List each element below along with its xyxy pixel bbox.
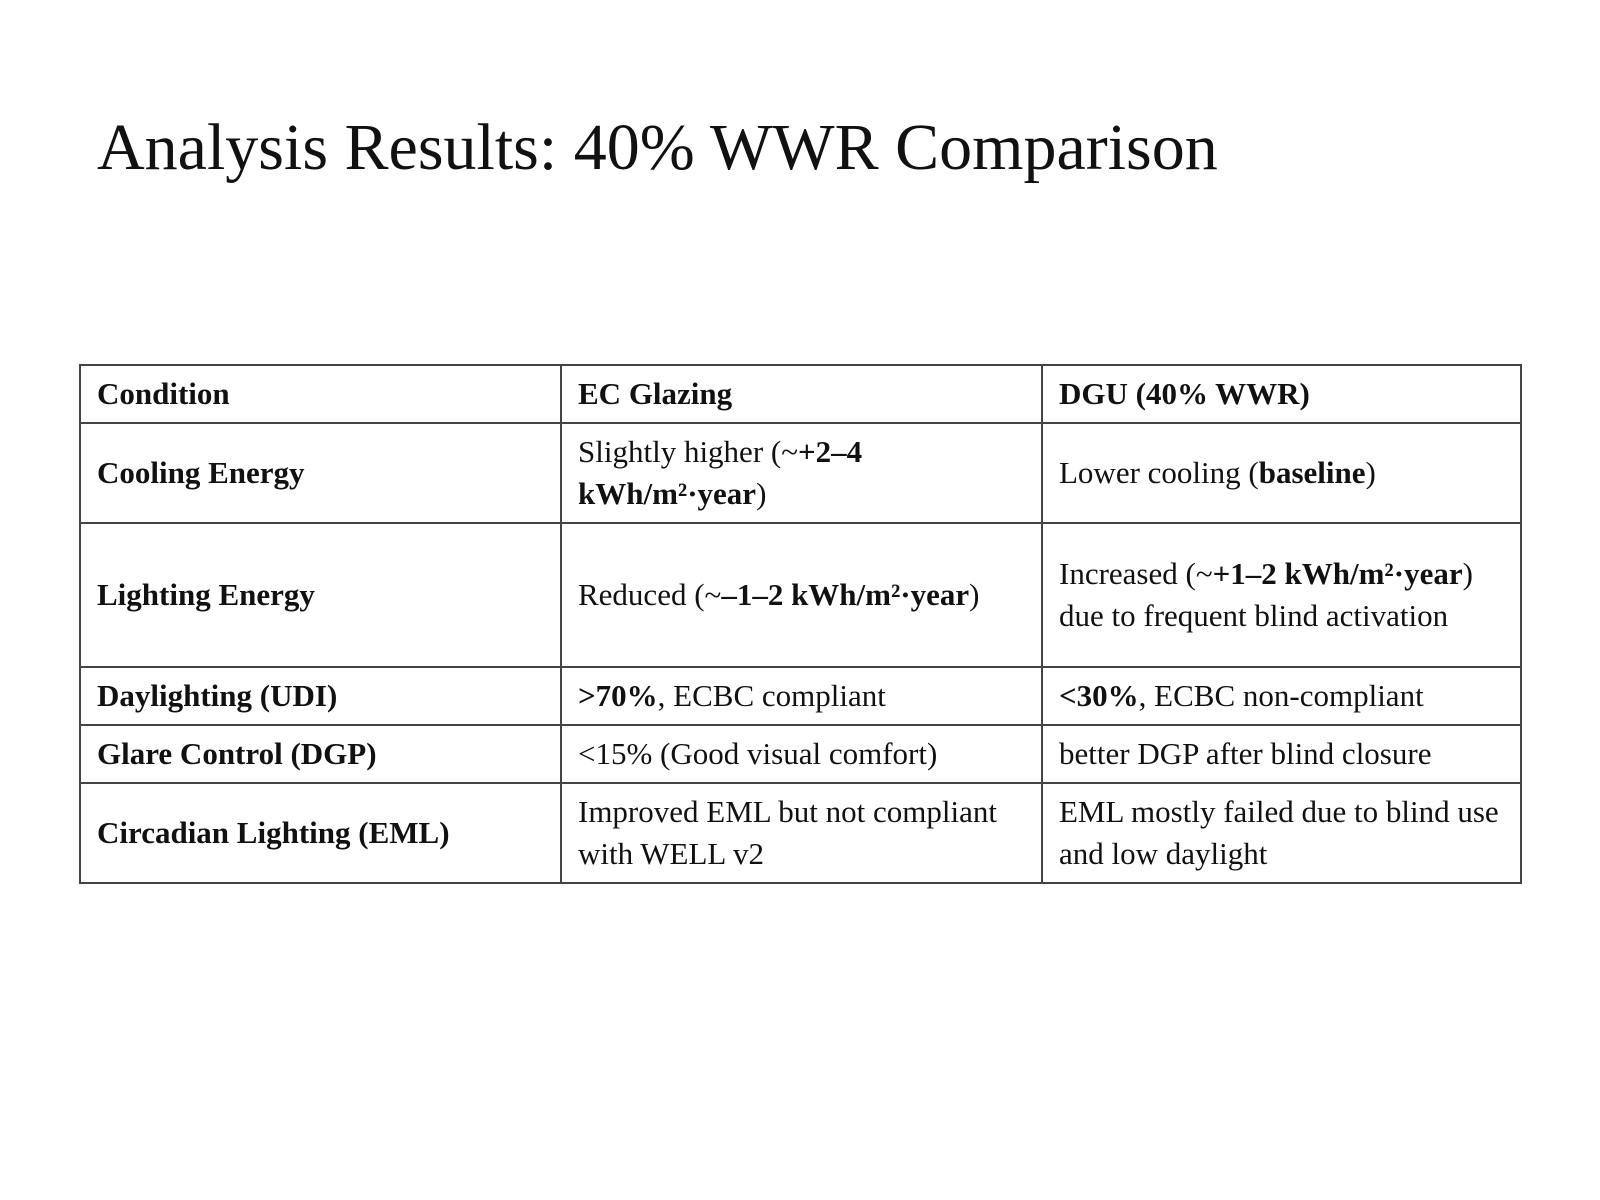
cell-text: Slightly higher (~ — [578, 434, 798, 469]
cell-bold-value: baseline — [1258, 455, 1366, 490]
cell-cooling-dgu — [1042, 423, 1521, 523]
cell-text: , ECBC non-compliant — [1138, 678, 1424, 713]
comparison-table-container — [79, 364, 1520, 884]
cell-text: Lower cooling ( — [1059, 455, 1259, 490]
cell-bold-unit: kWh/m²·year — [791, 577, 970, 612]
cell-text: ) due to frequent blind activation — [1059, 556, 1473, 633]
cell-daylighting-dgu — [1042, 667, 1521, 725]
cell-bold-unit: kWh/m²·year — [578, 476, 757, 511]
slide-title: Analysis Results: 40% WWR Comparison — [97, 111, 1218, 184]
row-label-glare: Glare Control (DGP) — [80, 725, 561, 783]
row-label-cooling: Cooling Energy — [80, 423, 561, 523]
table-row — [80, 667, 1521, 725]
table-row — [80, 725, 1521, 783]
cell-lighting-dgu — [1042, 523, 1521, 667]
table-row — [80, 523, 1521, 667]
cell-bold-value: +2–4 — [797, 434, 863, 469]
cell-bold-value: >70% — [578, 678, 658, 713]
cell-text: ) — [969, 577, 980, 612]
comparison-table — [79, 364, 1522, 884]
cell-lighting-ec — [561, 523, 1042, 667]
cell-glare-ec: <15% (Good visual comfort) — [561, 725, 1042, 783]
cell-daylighting-ec — [561, 667, 1042, 725]
table-row — [80, 423, 1521, 523]
cell-text: Reduced (~ — [578, 577, 722, 612]
header-dgu: DGU (40% WWR) — [1042, 365, 1521, 423]
table-row — [80, 783, 1521, 883]
table-header-row — [80, 365, 1521, 423]
row-label-daylighting: Daylighting (UDI) — [80, 667, 561, 725]
cell-bold-value: <30% — [1059, 678, 1139, 713]
cell-text: ) — [1365, 455, 1376, 490]
header-condition: Condition — [80, 365, 561, 423]
cell-cooling-ec — [561, 423, 1042, 523]
cell-text: ) — [756, 476, 767, 511]
cell-bold-value: –1–2 — [721, 577, 784, 612]
cell-glare-dgu: better DGP after blind closure — [1042, 725, 1521, 783]
cell-text: , ECBC compliant — [657, 678, 886, 713]
cell-circadian-ec: Improved EML but not compliant with WELL v2 — [561, 783, 1042, 883]
header-ec-glazing: EC Glazing — [561, 365, 1042, 423]
row-label-circadian: Circadian Lighting (EML) — [80, 783, 561, 883]
cell-bold-value: +1–2 — [1212, 556, 1277, 591]
cell-text: Increased (~ — [1059, 556, 1213, 591]
cell-bold-unit: kWh/m²·year — [1284, 556, 1463, 591]
cell-circadian-dgu: EML mostly failed due to blind use and low daylight — [1042, 783, 1521, 883]
row-label-lighting: Lighting Energy — [80, 523, 561, 667]
